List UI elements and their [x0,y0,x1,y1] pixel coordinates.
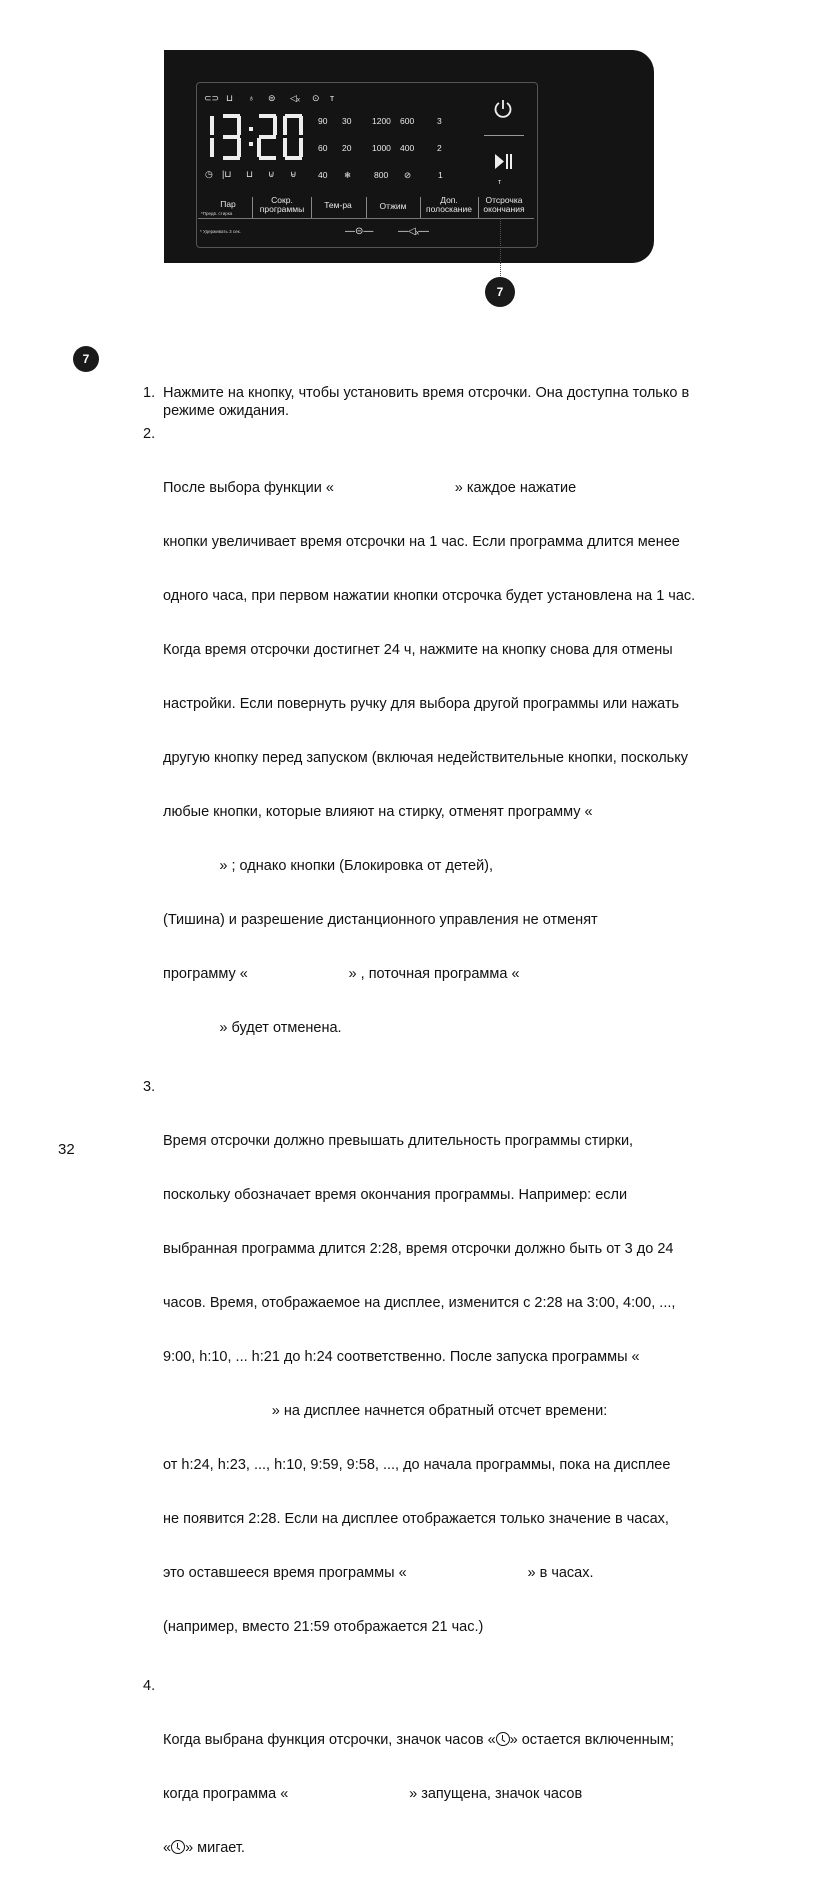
extra-rinse-button-label[interactable]: Доп. полоскание [426,195,472,214]
separator [252,197,253,219]
step-line: это оставшееся время программы « » в часах. [163,1565,594,1581]
panel-baseline [198,218,534,219]
time-display [202,114,306,165]
child-lock-icon: ♁ [248,93,255,103]
short-programs-button-label[interactable]: Сокр. программы [259,195,305,214]
step-line: любые кнопки, которые влияют на стирку, отменят программу « [163,804,593,820]
step-1: 1. Нажмите на кнопку, чтобы установить время отсрочки. Она доступна только в режиме ожидания. [163,384,783,420]
spin-400: 400 [400,143,415,153]
step-line: (Тишина) и разрешение дистанционного управления не отменят [163,912,598,928]
step-line: « » мигает. [163,1840,245,1856]
clock-icon [171,1840,185,1854]
step-line: часов. Время, отображаемое на дисплее, изменится с 2:28 на 3:00, 4:00, ..., [163,1295,676,1311]
temp-60: 60 [318,143,328,153]
button-divider [484,135,524,136]
section-marker: 7 [73,346,99,372]
hold-note: * Удерживать 3 сек. [200,229,241,234]
start-pause-icon[interactable] [493,152,515,172]
temp-90: 90 [318,116,328,126]
spin-button-label[interactable]: Отжим [379,201,407,211]
tub-icon: ⊍ [268,169,275,179]
step-line: (например, вместо 21:59 отображается 21 час.) [163,1619,484,1635]
tub-spin-icon: ⊌ [290,169,297,179]
step-line: от h:24, h:23, ..., h:10, 9:59, 9:58, ..., до начала программы, пока на дисплее [163,1457,671,1473]
power-icon[interactable] [492,98,514,120]
step-line: другую кнопку перед запуском (включая недействительные кнопки, поскольку [163,750,688,766]
mute-icon: ◁ₓ [290,93,300,103]
step-line: настройки. Если повернуть ручку для выбора другой программы или нажать [163,696,680,712]
step-line: режиме ожидания. [163,403,290,419]
temp-20: 20 [342,143,352,153]
mute-indicator: —◁ₓ— [398,226,429,237]
remote-icon: ⊙ [312,93,320,103]
step-line: выбранная программа длится 2:28, время отсрочки должно быть от 3 до 24 [163,1241,674,1257]
rinse-2: 2 [437,143,442,153]
step-line: поскольку обозначает время окончания программы. Например: если [163,1187,628,1203]
no-spin-icon: ⊘ [404,170,412,180]
instruction-list [143,384,783,1898]
basin-icon: |⊔ [222,169,232,179]
step-line: программу « » , поточная программа « [163,966,520,982]
step-line: После выбора функции « » каждое нажатие [163,480,577,496]
step-3: 3. Время отсрочки должно превышать длительность программы стирки, поскольку обозначает время окончания программы. Например: если выбранная программа длится 2:28, время отсрочки должно быть от 3 до 24 часов. Время, отображаемое на дисплее, изменится с 2:28 на 3:00, 4:00, ..., 9:00, h:10, ... h:21 до h:24 соответственно. После запуска программы « » на дисплее начнется обратный отсчет времени: от h:24, h:23, ..., h:10, 9:59, 9:58, ..., до начала программы, пока на дисплее не появится 2:28. Если на дисплее отображается только значение в часах, это оставшееся время программы « » в часах. (например, вместо 21:59 отображается 21 час.) [163,1078,783,1672]
rinse-1: 1 [438,170,443,180]
callout-marker: 7 [485,277,515,307]
step-line: Когда выбрана функция отсрочки, значок часов « » остается включенным; [163,1732,675,1748]
delay-end-button-label[interactable]: Отсрочка окончания [483,195,525,214]
shirt-small-icon: ᴛ [498,179,502,186]
step-line: Время отсрочки должно превышать длительность программы стирки, [163,1133,634,1149]
step-line: не появится 2:28. Если на дисплее отображается только значение в часах, [163,1511,669,1527]
steam-button-label[interactable]: Пар [220,199,236,209]
step-4: 4. Когда выбрана функция отсрочки, значок часов « » остается включенным; когда программа « » запущена, значок часов « » мигает. [163,1677,783,1893]
display-frame [196,82,538,248]
step-line: Когда время отсрочки достигнет 24 ч, нажмите на кнопку снова для отмены [163,642,673,658]
step-line: » будет отменена. [163,1020,342,1036]
steam-lock-indicator: —⊝— [345,226,374,237]
steam-icon: ⊜ [268,93,276,103]
spin-800: 800 [374,170,389,180]
callout-leader [500,218,501,278]
prewash-icon: ⊂⊃ [204,93,220,103]
step-line: Нажмите на кнопку, чтобы установить время отсрочки. Она доступна только в [163,385,690,401]
temp-button-label[interactable]: Тем-ра [324,200,352,210]
spin-1200: 1200 [372,116,391,126]
page-number: 32 [58,1141,75,1158]
spin-600: 600 [400,116,415,126]
step-line: 9:00, h:10, ... h:21 до h:24 соответственно. После запуска программы « [163,1349,640,1365]
cold-icon: ❄ [344,170,352,180]
temp-40: 40 [318,170,328,180]
step-line: » на дисплее начнется обратный отсчет времени: [163,1403,608,1419]
step-line: » ; однако кнопки (Блокировка от детей), [163,858,494,874]
spin-1000: 1000 [372,143,391,153]
clock-icon: ◷ [205,169,213,179]
step-2: 2. После выбора функции « » каждое нажатие кнопки увеличивает время отсрочки на 1 час. Если программа длится менее одного часа, при первом нажатии кнопки отсрочка будет установлена на 1 час. Когда время отсрочки достигнет 24 ч, нажмите на кнопку снова для отмены настройки. Если повернуть ручку для выбора другой программы или нажать другую кнопку перед запуском (включая недействительные кнопки, поскольку любые кнопки, которые влияют на стирку, отменят программу « » ; однако кнопки (Блокировка от детей), (Тишина) и разрешение дистанционного управления не отменят программу « » , поточная программа « » будет отменена. [163,425,783,1073]
step-line: одного часа, при первом нажатии кнопки отсрочка будет установлена на 1 час. [163,588,696,604]
clock-icon [496,1732,510,1746]
prewash-sublabel: *Предв. стирка [201,211,233,216]
step-line: кнопки увеличивает время отсрочки на 1 час. Если программа длится менее [163,534,680,550]
wash-icon: ⊔ [226,93,234,103]
wash-level-icon: ⊔ [246,169,254,179]
temp-30: 30 [342,116,352,126]
step-line: когда программа « » запущена, значок часов [163,1786,583,1802]
shirt-icon: ᴛ [330,93,335,103]
rinse-3: 3 [437,116,442,126]
